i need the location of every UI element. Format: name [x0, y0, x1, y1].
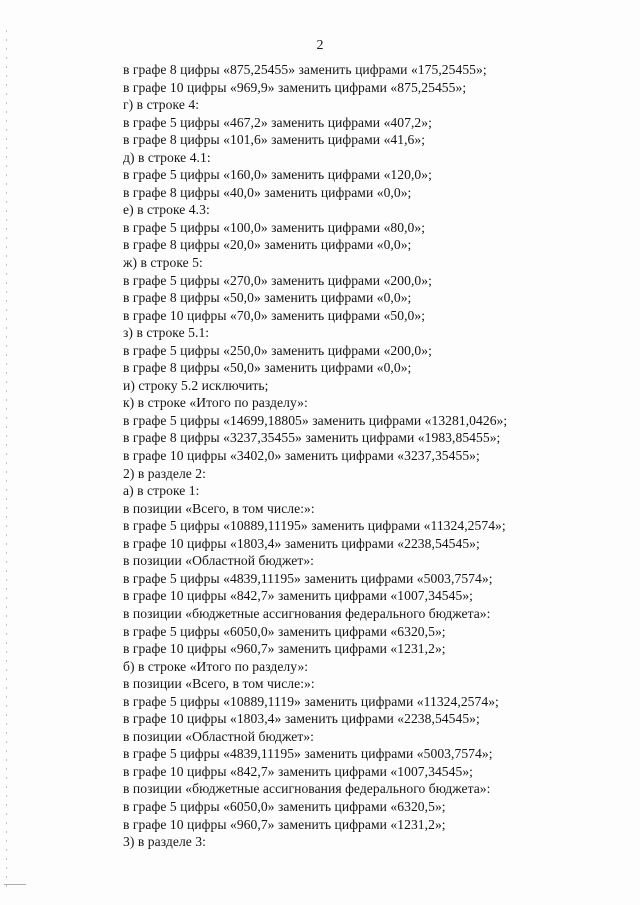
text-line: в графе 8 цифры «40,0» заменить цифрами «0,0»; [123, 184, 412, 200]
text-line: в графе 8 цифры «20,0» заменить цифрами «0,0»; [123, 237, 412, 253]
text-line: в графе 5 цифры «160,0» заменить цифрами «120,0»; [123, 167, 432, 183]
text-line: в графе 5 цифры «100,0» заменить цифрами «80,0»; [123, 219, 426, 235]
text-line: в графе 8 цифры «101,6» заменить цифрами «41,6»; [123, 132, 426, 148]
text-line: в графе 10 цифры «960,7» заменить цифрами «1231,2»; [123, 641, 446, 657]
page-number: 2 [316, 38, 324, 53]
text-line: а) в строке 1: [123, 483, 200, 499]
text-line: в графе 8 цифры «3237,35455» заменить цифрами «1983,85455»; [123, 430, 501, 446]
text-line: в позиции «Областной бюджет»: [123, 553, 314, 569]
text-line: в графе 5 цифры «270,0» заменить цифрами «200,0»; [123, 272, 432, 288]
text-line: в графе 5 цифры «10889,1119» заменить цифрами «11324,2574»; [123, 693, 499, 709]
text-line: г) в строке 4: [123, 97, 200, 113]
text-line: в позиции «бюджетные ассигнования федерального бюджета»: [123, 605, 491, 621]
text-line: в графе 10 цифры «1803,4» заменить цифрами «2238,54545»; [123, 711, 480, 727]
text-line: з) в строке 5.1: [123, 325, 210, 341]
text-line: в графе 5 цифры «6050,0» заменить цифрами «6320,5»; [123, 798, 446, 814]
text-line: к) в строке «Итого по разделу»: [123, 395, 308, 411]
text-line: в графе 5 цифры «14699,18805» заменить цифрами «13281,0426»; [123, 412, 508, 428]
text-line: в графе 5 цифры «6050,0» заменить цифрами «6320,5»; [123, 623, 446, 639]
text-line: в графе 5 цифры «4839,11195» заменить цифрами «5003,7574»; [123, 746, 493, 762]
text-line: и) строку 5.2 исключить; [123, 377, 269, 393]
scan-edge-mark [6, 30, 7, 890]
text-line: ж) в строке 5: [123, 255, 203, 271]
text-line: д) в строке 4.1: [123, 149, 211, 165]
text-line: б) в строке «Итого по разделу»: [123, 658, 309, 674]
text-line: в графе 8 цифры «50,0» заменить цифрами «0,0»; [123, 290, 412, 306]
text-line: в графе 5 цифры «250,0» заменить цифрами «200,0»; [123, 342, 432, 358]
text-line: в графе 10 цифры «70,0» заменить цифрами «50,0»; [123, 307, 426, 323]
text-line: в позиции «бюджетные ассигнования федерального бюджета»: [123, 781, 491, 797]
body-text [123, 61, 593, 851]
text-line: в графе 10 цифры «842,7» заменить цифрами «1007,34545»; [123, 763, 474, 779]
text-line: в графе 8 цифры «50,0» заменить цифрами «0,0»; [123, 360, 412, 376]
text-line: 2) в разделе 2: [123, 465, 206, 481]
scan-corner-mark [4, 884, 26, 885]
text-line: в графе 10 цифры «842,7» заменить цифрами «1007,34545»; [123, 588, 474, 604]
text-line: е) в строке 4.3: [123, 202, 210, 218]
text-line: в графе 10 цифры «3402,0» заменить цифрами «3237,35455»; [123, 448, 480, 464]
text-line: в позиции «Областной бюджет»: [123, 728, 314, 744]
text-line: в графе 5 цифры «10889,11195» заменить цифрами «11324,2574»; [123, 518, 506, 534]
text-line: в позиции «Всего, в том числе:»: [123, 500, 315, 516]
text-line: в графе 10 цифры «969,9» заменить цифрами «875,25455»; [123, 79, 467, 95]
text-line: 3) в разделе 3: [123, 834, 206, 850]
text-line: в позиции «Всего, в том числе:»: [123, 676, 315, 692]
text-line: в графе 8 цифры «875,25455» заменить цифрами «175,25455»; [123, 62, 487, 77]
text-line: в графе 5 цифры «4839,11195» заменить цифрами «5003,7574»; [123, 570, 493, 586]
text-line: в графе 10 цифры «960,7» заменить цифрами «1231,2»; [123, 816, 446, 832]
text-line: в графе 10 цифры «1803,4» заменить цифрами «2238,54545»; [123, 535, 480, 551]
text-line: в графе 5 цифры «467,2» заменить цифрами «407,2»; [123, 114, 432, 130]
